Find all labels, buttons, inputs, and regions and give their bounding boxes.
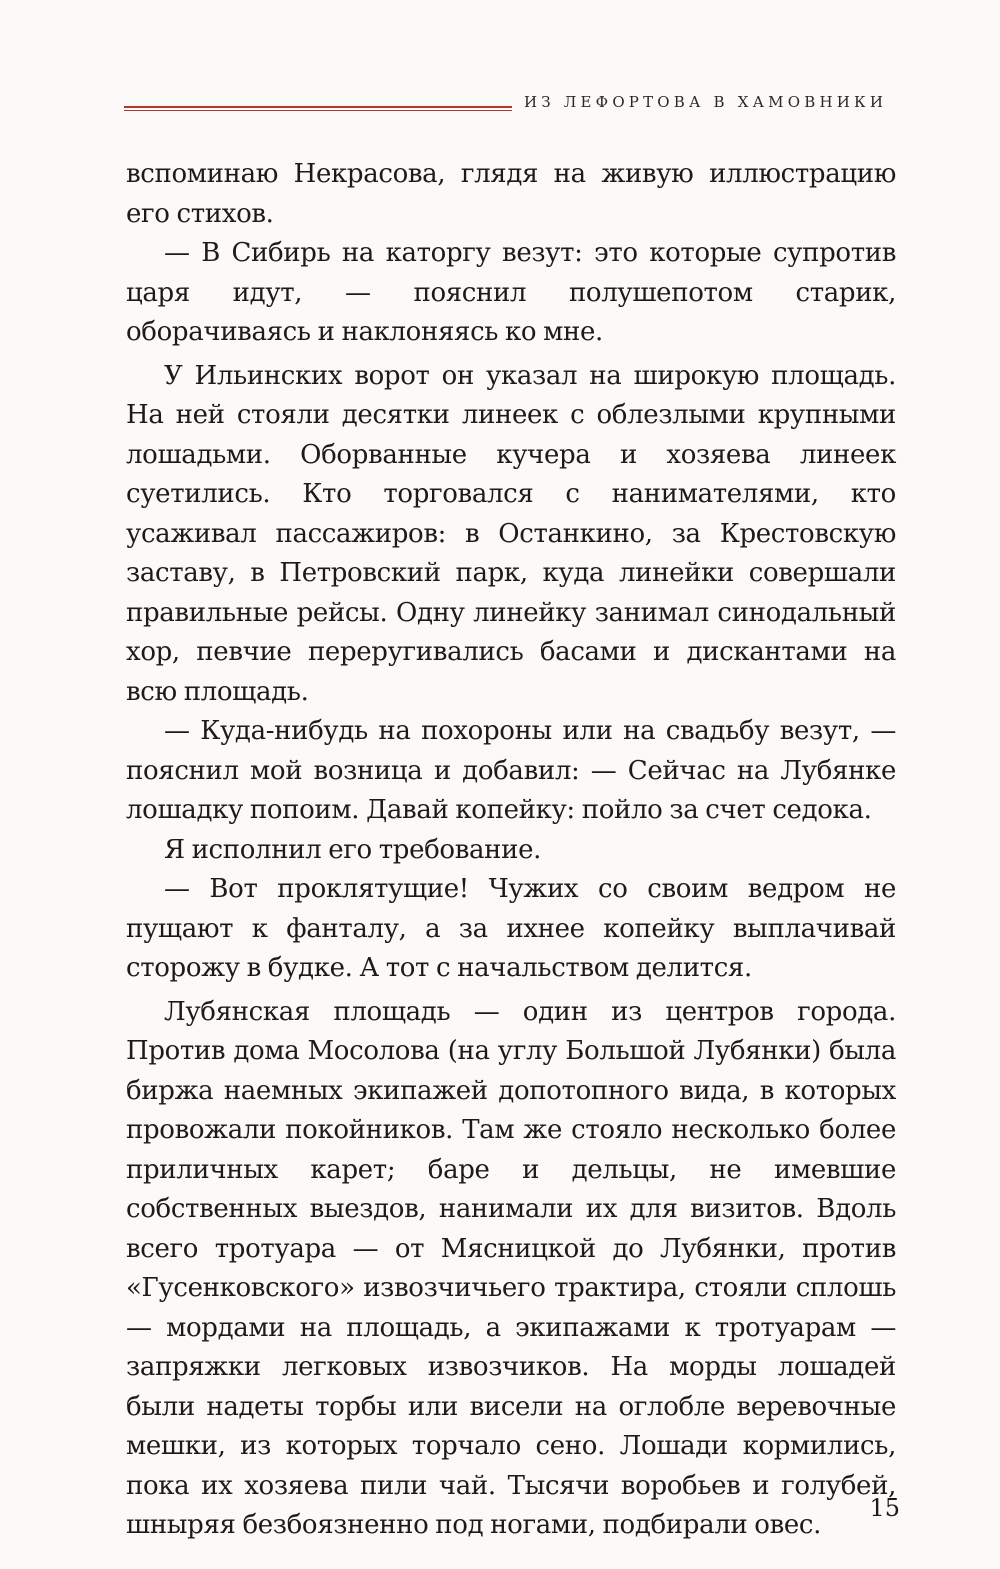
- paragraph: — Куда-нибудь на похороны или на свадьбу везут, — пояснил мой возница и добавил: — Сейчас на Лубянке лошадку попоим. Давай копейку: пойло за счет седока.: [126, 716, 896, 825]
- paragraph: У Ильинских ворот он указал на широкую площадь. На ней стояли десятки линеек с облезлыми крупными лошадьми. Оборванные кучера и хозяева линеек суетились. Кто торговался с нанимателями, кто усаживал пассажиров: в Останкино, за Крестовскую заставу, в Петровский парк, куда линейки совершали правильные рейсы. Одну линейку занимал синодальный хор, певчие переругивались басами и дискантами на всю площадь.: [126, 360, 896, 707]
- paragraph: Я исполнил его требование.: [164, 834, 542, 865]
- paragraph: — В Сибирь на каторгу везут: это которые супротив царя идут, — пояснил полушепотом старик, оборачиваясь и наклоняясь ко мне.: [126, 238, 896, 347]
- running-title: ИЗ ЛЕФОРТОВА В ХАМОВНИКИ: [524, 93, 888, 111]
- header-rule: [124, 106, 512, 111]
- running-head: [124, 93, 894, 117]
- paragraph: вспоминаю Некрасова, глядя на живую иллюстрацию его стихов.: [126, 159, 896, 229]
- paragraph: Лубянская площадь — один из центров города. Против дома Мосолова (на углу Большой Лубянки) была биржа наемных экипажей допотопного вида, в которых провожали покойников. Там же стояло несколько более приличных карет; баре и дельцы, не имевшие собственных выездов, нанимали их для визитов. Вдоль всего тротуара — от Мясницкой до Лубянки, против «Гусенковского» извозчичьего трактира, стояли сплошь — мордами на площадь, а экипажами к тротуарам — запряжки легковых извозчиков. На морды лошадей были надеты торбы или висели на оглобле веревочные мешки, из которых торчало сено. Лошади кормились, пока их хозяева пили чай. Тысячи воробьев и голубей, шныряя безбоязненно под ногами, подбирали овес.: [126, 996, 896, 1540]
- page-number: 15: [869, 1494, 900, 1522]
- body-text: [126, 155, 896, 1546]
- paragraph: — Вот проклятущие! Чужих со своим ведром не пущают к фанталу, а за ихнее копейку выплачивай сторожу в будке. А тот с начальством делится.: [126, 874, 896, 983]
